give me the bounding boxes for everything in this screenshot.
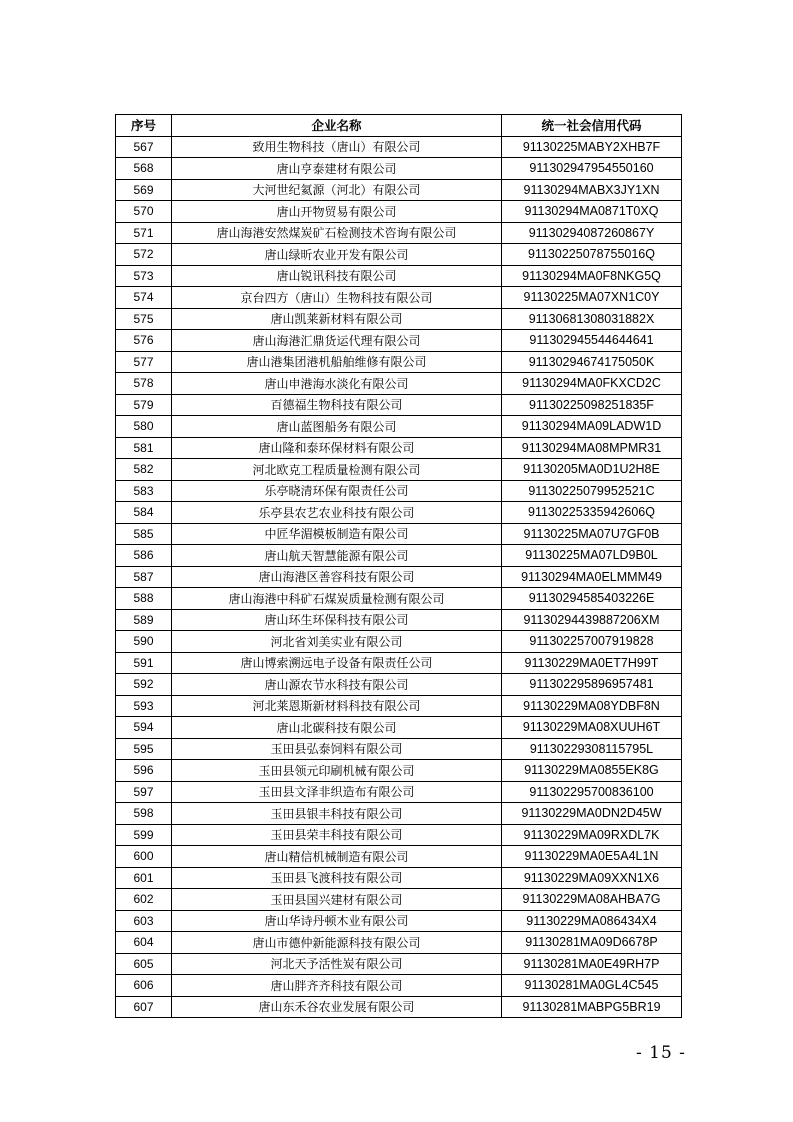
- table-row: [116, 330, 682, 352]
- code-cell: 91130281MABPG5BR19: [502, 996, 682, 1018]
- name-cell: 唐山申港海水淡化有限公司: [172, 373, 502, 395]
- code-cell: 91130225335942606Q: [502, 502, 682, 524]
- page-number: - 15 -: [636, 1043, 686, 1063]
- seq-cell: 592: [116, 674, 172, 696]
- name-cell: 唐山蓝图船务有限公司: [172, 416, 502, 438]
- name-cell: 唐山北碳科技有限公司: [172, 717, 502, 739]
- seq-cell: 574: [116, 287, 172, 309]
- table-body: [116, 136, 682, 1018]
- table-row: [116, 265, 682, 287]
- name-cell: 河北欧克工程质量检测有限公司: [172, 459, 502, 481]
- name-cell: 玉田县文泽非织造布有限公司: [172, 781, 502, 803]
- seq-cell: 583: [116, 480, 172, 502]
- name-cell: 乐亭县农艺农业科技有限公司: [172, 502, 502, 524]
- code-cell: 91130294MA08MPMR31: [502, 437, 682, 459]
- name-cell: 百德福生物科技有限公司: [172, 394, 502, 416]
- seq-cell: 607: [116, 996, 172, 1018]
- table-row: [116, 244, 682, 266]
- seq-cell: 605: [116, 953, 172, 975]
- seq-cell: 603: [116, 910, 172, 932]
- code-cell: 91130294585403226E: [502, 588, 682, 610]
- name-cell: 玉田县领元印刷机械有限公司: [172, 760, 502, 782]
- name-cell: 唐山华诗丹顿木业有限公司: [172, 910, 502, 932]
- name-cell: 玉田县弘泰饲料有限公司: [172, 738, 502, 760]
- table-row: [116, 201, 682, 223]
- name-cell: 唐山凯莱新材料有限公司: [172, 308, 502, 330]
- name-cell: 唐山海港汇鼎货运代理有限公司: [172, 330, 502, 352]
- name-cell: 唐山环生环保科技有限公司: [172, 609, 502, 631]
- seq-cell: 567: [116, 136, 172, 158]
- table-row: [116, 158, 682, 180]
- name-cell: 玉田县飞渡科技有限公司: [172, 867, 502, 889]
- name-cell: 唐山东禾谷农业发展有限公司: [172, 996, 502, 1018]
- code-cell: 91130281MA0GL4C545: [502, 975, 682, 997]
- code-cell: 91130294674175050K: [502, 351, 682, 373]
- table-row: [116, 631, 682, 653]
- table-row: [116, 717, 682, 739]
- table-row: [116, 308, 682, 330]
- name-cell: 中匠华湄模板制造有限公司: [172, 523, 502, 545]
- code-cell: 911302947954550160: [502, 158, 682, 180]
- seq-cell: 581: [116, 437, 172, 459]
- name-cell: 京台四方（唐山）生物科技有限公司: [172, 287, 502, 309]
- table-row: [116, 459, 682, 481]
- code-cell: 91130294MA0871T0XQ: [502, 201, 682, 223]
- table-row: [116, 996, 682, 1018]
- code-cell: 91130681308031882X: [502, 308, 682, 330]
- header-seq: 序号: [116, 115, 172, 137]
- seq-cell: 600: [116, 846, 172, 868]
- name-cell: 大河世纪氦源（河北）有限公司: [172, 179, 502, 201]
- table-header-row: [116, 115, 682, 137]
- seq-cell: 578: [116, 373, 172, 395]
- header-name: 企业名称: [172, 115, 502, 137]
- code-cell: 91130229MA09RXDL7K: [502, 824, 682, 846]
- seq-cell: 577: [116, 351, 172, 373]
- table-row: [116, 437, 682, 459]
- seq-cell: 595: [116, 738, 172, 760]
- name-cell: 唐山精信机械制造有限公司: [172, 846, 502, 868]
- seq-cell: 582: [116, 459, 172, 481]
- table-row: [116, 738, 682, 760]
- table-row: [116, 781, 682, 803]
- table-row: [116, 351, 682, 373]
- code-cell: 91130225MA07U7GF0B: [502, 523, 682, 545]
- table-row: [116, 588, 682, 610]
- table-row: [116, 975, 682, 997]
- seq-cell: 573: [116, 265, 172, 287]
- name-cell: 乐亭晓清环保有限责任公司: [172, 480, 502, 502]
- seq-cell: 601: [116, 867, 172, 889]
- code-cell: 91130225078755016Q: [502, 244, 682, 266]
- table-row: [116, 932, 682, 954]
- seq-cell: 576: [116, 330, 172, 352]
- name-cell: 唐山源农节水科技有限公司: [172, 674, 502, 696]
- seq-cell: 596: [116, 760, 172, 782]
- name-cell: 河北天予活性炭有限公司: [172, 953, 502, 975]
- code-cell: 91130294MABX3JY1XN: [502, 179, 682, 201]
- code-cell: 91130225098251835F: [502, 394, 682, 416]
- name-cell: 唐山海港区善容科技有限公司: [172, 566, 502, 588]
- code-cell: 91130229MA0ET7H99T: [502, 652, 682, 674]
- table-row: [116, 760, 682, 782]
- table-row: [116, 480, 682, 502]
- seq-cell: 580: [116, 416, 172, 438]
- code-cell: 91130225MA07LD9B0L: [502, 545, 682, 567]
- name-cell: 河北省刘美实业有限公司: [172, 631, 502, 653]
- table-row: [116, 545, 682, 567]
- seq-cell: 570: [116, 201, 172, 223]
- name-cell: 唐山隆和泰环保材料有限公司: [172, 437, 502, 459]
- code-cell: 91130229MA08XUUH6T: [502, 717, 682, 739]
- seq-cell: 569: [116, 179, 172, 201]
- name-cell: 唐山海港安然煤炭矿石检测技术咨询有限公司: [172, 222, 502, 244]
- table-row: [116, 674, 682, 696]
- table-row: [116, 695, 682, 717]
- code-cell: 91130229308115795L: [502, 738, 682, 760]
- seq-cell: 590: [116, 631, 172, 653]
- code-cell: 91130205MA0D1U2H8E: [502, 459, 682, 481]
- table-row: [116, 803, 682, 825]
- header-code: 统一社会信用代码: [502, 115, 682, 137]
- table-row: [116, 179, 682, 201]
- seq-cell: 579: [116, 394, 172, 416]
- table-row: [116, 373, 682, 395]
- code-cell: 911302945544644641: [502, 330, 682, 352]
- table-row: [116, 867, 682, 889]
- code-cell: 91130294MA09LADW1D: [502, 416, 682, 438]
- table-row: [116, 652, 682, 674]
- seq-cell: 602: [116, 889, 172, 911]
- table-row: [116, 502, 682, 524]
- name-cell: 唐山海港中科矿石煤炭质量检测有限公司: [172, 588, 502, 610]
- name-cell: 唐山亨泰建材有限公司: [172, 158, 502, 180]
- seq-cell: 594: [116, 717, 172, 739]
- code-cell: 91130229MA08AHBA7G: [502, 889, 682, 911]
- code-cell: 91130225079952521C: [502, 480, 682, 502]
- enterprise-table: [115, 114, 682, 1018]
- seq-cell: 593: [116, 695, 172, 717]
- table-row: [116, 566, 682, 588]
- code-cell: 91130281MA09D6678P: [502, 932, 682, 954]
- table-row: [116, 287, 682, 309]
- seq-cell: 591: [116, 652, 172, 674]
- code-cell: 91130294087260867Y: [502, 222, 682, 244]
- code-cell: 91130294439887206XM: [502, 609, 682, 631]
- code-cell: 91130229MA09XXN1X6: [502, 867, 682, 889]
- seq-cell: 568: [116, 158, 172, 180]
- table-row: [116, 136, 682, 158]
- table-row: [116, 609, 682, 631]
- name-cell: 唐山开物贸易有限公司: [172, 201, 502, 223]
- table-row: [116, 889, 682, 911]
- seq-cell: 571: [116, 222, 172, 244]
- seq-cell: 599: [116, 824, 172, 846]
- seq-cell: 572: [116, 244, 172, 266]
- code-cell: 91130294MA0FKXCD2C: [502, 373, 682, 395]
- seq-cell: 586: [116, 545, 172, 567]
- code-cell: 91130229MA086434X4: [502, 910, 682, 932]
- seq-cell: 575: [116, 308, 172, 330]
- table-row: [116, 394, 682, 416]
- name-cell: 唐山博索溯远电子设备有限责任公司: [172, 652, 502, 674]
- code-cell: 91130229MA0E5A4L1N: [502, 846, 682, 868]
- name-cell: 河北莱恩斯新材料科技有限公司: [172, 695, 502, 717]
- code-cell: 91130225MABY2XHB7F: [502, 136, 682, 158]
- seq-cell: 589: [116, 609, 172, 631]
- code-cell: 91130294MA0F8NKG5Q: [502, 265, 682, 287]
- code-cell: 911302257007919828: [502, 631, 682, 653]
- table-row: [116, 910, 682, 932]
- name-cell: 唐山绿昕农业开发有限公司: [172, 244, 502, 266]
- code-cell: 91130229MA0855EK8G: [502, 760, 682, 782]
- code-cell: 91130294MA0ELMMM49: [502, 566, 682, 588]
- code-cell: 91130229MA08YDBF8N: [502, 695, 682, 717]
- table-row: [116, 846, 682, 868]
- seq-cell: 606: [116, 975, 172, 997]
- seq-cell: 585: [116, 523, 172, 545]
- name-cell: 唐山锐讯科技有限公司: [172, 265, 502, 287]
- name-cell: 玉田县国兴建材有限公司: [172, 889, 502, 911]
- code-cell: 911302295896957481: [502, 674, 682, 696]
- seq-cell: 587: [116, 566, 172, 588]
- table-row: [116, 416, 682, 438]
- name-cell: 唐山航天智慧能源有限公司: [172, 545, 502, 567]
- code-cell: 91130229MA0DN2D45W: [502, 803, 682, 825]
- table-row: [116, 222, 682, 244]
- seq-cell: 598: [116, 803, 172, 825]
- code-cell: 91130225MA07XN1C0Y: [502, 287, 682, 309]
- seq-cell: 584: [116, 502, 172, 524]
- seq-cell: 604: [116, 932, 172, 954]
- code-cell: 911302295700836100: [502, 781, 682, 803]
- name-cell: 唐山胖齐齐科技有限公司: [172, 975, 502, 997]
- name-cell: 玉田县荣丰科技有限公司: [172, 824, 502, 846]
- name-cell: 唐山港集团港机船舶维修有限公司: [172, 351, 502, 373]
- name-cell: 唐山市德仲新能源科技有限公司: [172, 932, 502, 954]
- name-cell: 玉田县银丰科技有限公司: [172, 803, 502, 825]
- code-cell: 91130281MA0E49RH7P: [502, 953, 682, 975]
- seq-cell: 588: [116, 588, 172, 610]
- seq-cell: 597: [116, 781, 172, 803]
- table-row: [116, 953, 682, 975]
- table-row: [116, 824, 682, 846]
- table-row: [116, 523, 682, 545]
- name-cell: 致用生物科技（唐山）有限公司: [172, 136, 502, 158]
